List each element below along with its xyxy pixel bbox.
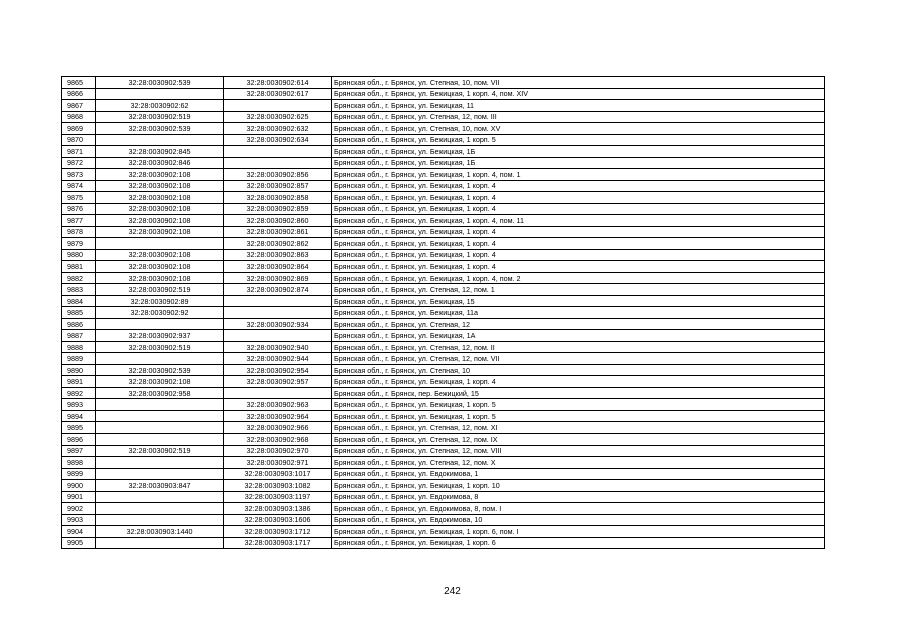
table-row (62, 111, 825, 123)
table-row (62, 364, 825, 376)
parent-cadastral-number-cell: 32:28:0030902:846 (96, 157, 224, 169)
cadastral-number-cell (224, 295, 332, 307)
cadastral-number-cell: 32:28:0030902:968 (224, 433, 332, 445)
cadastral-number-cell: 32:28:0030903:1717 (224, 537, 332, 549)
table-row (62, 192, 825, 204)
cadastral-number-cell: 32:28:0030902:856 (224, 169, 332, 181)
cadastral-number-cell (224, 387, 332, 399)
cadastral-number-cell: 32:28:0030902:940 (224, 341, 332, 353)
table-row (62, 203, 825, 215)
cadastral-number-cell: 32:28:0030902:614 (224, 77, 332, 89)
page-number: 242 (444, 586, 461, 597)
table-row (62, 169, 825, 181)
address-cell: Брянская обл., г. Брянск, пер. Бежицкий, 15 (332, 387, 825, 399)
address-cell: Брянская обл., г. Брянск, ул. Бежицкая, 1 корп. 5 (332, 410, 825, 422)
address-cell: Брянская обл., г. Брянск, ул. Бежицкая, 1 корп. 4 (332, 376, 825, 388)
cadastral-number-cell: 32:28:0030902:860 (224, 215, 332, 227)
row-number-cell: 9902 (62, 503, 96, 515)
row-number-cell: 9883 (62, 284, 96, 296)
table-row (62, 77, 825, 89)
cadastral-number-cell: 32:28:0030903:1017 (224, 468, 332, 480)
parent-cadastral-number-cell: 32:28:0030902:519 (96, 445, 224, 457)
cadastral-number-cell: 32:28:0030902:634 (224, 134, 332, 146)
table-row (62, 341, 825, 353)
address-cell: Брянская обл., г. Брянск, ул. Степная, 12, пом. IX (332, 433, 825, 445)
address-cell: Брянская обл., г. Брянск, ул. Бежицкая, 1 корп. 4 (332, 261, 825, 273)
row-number-cell: 9867 (62, 100, 96, 112)
row-number-cell: 9888 (62, 341, 96, 353)
cadastral-number-cell: 32:28:0030902:861 (224, 226, 332, 238)
table-row (62, 468, 825, 480)
cadastral-number-cell: 32:28:0030902:864 (224, 261, 332, 273)
row-number-cell: 9878 (62, 226, 96, 238)
row-number-cell: 9896 (62, 433, 96, 445)
address-cell: Брянская обл., г. Брянск, ул. Степная, 12, пом. XI (332, 422, 825, 434)
table-row (62, 514, 825, 526)
address-cell: Брянская обл., г. Брянск, ул. Бежицкая, 1 корп. 10 (332, 480, 825, 492)
parent-cadastral-number-cell: 32:28:0030902:519 (96, 284, 224, 296)
address-cell: Брянская обл., г. Брянск, ул. Бежицкая, 1 корп. 4 (332, 180, 825, 192)
address-cell: Брянская обл., г. Брянск, ул. Степная, 10 (332, 364, 825, 376)
parent-cadastral-number-cell (96, 457, 224, 469)
address-cell: Брянская обл., г. Брянск, ул. Степная, 10, пом. XV (332, 123, 825, 135)
address-cell: Брянская обл., г. Брянск, ул. Бежицкая, 11а (332, 307, 825, 319)
cadastral-number-cell: 32:28:0030902:859 (224, 203, 332, 215)
cadastral-number-cell: 32:28:0030902:625 (224, 111, 332, 123)
row-number-cell: 9895 (62, 422, 96, 434)
table-row (62, 457, 825, 469)
cadastral-number-cell: 32:28:0030902:863 (224, 249, 332, 261)
registry-table-body (62, 77, 825, 549)
parent-cadastral-number-cell: 32:28:0030902:108 (96, 226, 224, 238)
table-row (62, 537, 825, 549)
table-row (62, 433, 825, 445)
table-row (62, 123, 825, 135)
row-number-cell: 9894 (62, 410, 96, 422)
address-cell: Брянская обл., г. Брянск, ул. Степная, 12, пом. II (332, 341, 825, 353)
cadastral-number-cell: 32:28:0030903:1082 (224, 480, 332, 492)
cadastral-number-cell: 32:28:0030902:963 (224, 399, 332, 411)
address-cell: Брянская обл., г. Брянск, ул. Бежицкая, 1А (332, 330, 825, 342)
parent-cadastral-number-cell: 32:28:0030902:539 (96, 77, 224, 89)
cadastral-number-cell: 32:28:0030902:862 (224, 238, 332, 250)
parent-cadastral-number-cell: 32:28:0030902:519 (96, 111, 224, 123)
parent-cadastral-number-cell: 32:28:0030902:845 (96, 146, 224, 158)
row-number-cell: 9905 (62, 537, 96, 549)
cadastral-number-cell: 32:28:0030902:970 (224, 445, 332, 457)
row-number-cell: 9903 (62, 514, 96, 526)
row-number-cell: 9893 (62, 399, 96, 411)
row-number-cell: 9866 (62, 88, 96, 100)
parent-cadastral-number-cell: 32:28:0030902:108 (96, 376, 224, 388)
table-row (62, 353, 825, 365)
parent-cadastral-number-cell (96, 238, 224, 250)
row-number-cell: 9901 (62, 491, 96, 503)
row-number-cell: 9897 (62, 445, 96, 457)
table-row (62, 261, 825, 273)
row-number-cell: 9875 (62, 192, 96, 204)
address-cell: Брянская обл., г. Брянск, ул. Степная, 12, пом. III (332, 111, 825, 123)
cadastral-number-cell: 32:28:0030902:617 (224, 88, 332, 100)
address-cell: Брянская обл., г. Брянск, ул. Бежицкая, 1 корп. 4, пом. 2 (332, 272, 825, 284)
parent-cadastral-number-cell (96, 491, 224, 503)
row-number-cell: 9892 (62, 387, 96, 399)
parent-cadastral-number-cell: 32:28:0030902:108 (96, 215, 224, 227)
row-number-cell: 9879 (62, 238, 96, 250)
row-number-cell: 9880 (62, 249, 96, 261)
address-cell: Брянская обл., г. Брянск, ул. Бежицкая, 1 корп. 4, пом. XIV (332, 88, 825, 100)
cadastral-number-cell: 32:28:0030902:857 (224, 180, 332, 192)
address-cell: Брянская обл., г. Брянск, ул. Евдокимова, 10 (332, 514, 825, 526)
parent-cadastral-number-cell: 32:28:0030902:108 (96, 180, 224, 192)
table-row (62, 295, 825, 307)
parent-cadastral-number-cell (96, 537, 224, 549)
table-row (62, 503, 825, 515)
cadastral-number-cell: 32:28:0030902:971 (224, 457, 332, 469)
table-row (62, 318, 825, 330)
parent-cadastral-number-cell: 32:28:0030902:108 (96, 272, 224, 284)
row-number-cell: 9871 (62, 146, 96, 158)
table-row (62, 238, 825, 250)
cadastral-number-cell: 32:28:0030902:869 (224, 272, 332, 284)
table-row (62, 157, 825, 169)
row-number-cell: 9886 (62, 318, 96, 330)
row-number-cell: 9881 (62, 261, 96, 273)
address-cell: Брянская обл., г. Брянск, ул. Евдокимова, 8 (332, 491, 825, 503)
table-row (62, 134, 825, 146)
parent-cadastral-number-cell: 32:28:0030902:958 (96, 387, 224, 399)
table-row (62, 480, 825, 492)
parent-cadastral-number-cell: 32:28:0030902:108 (96, 169, 224, 181)
address-cell: Брянская обл., г. Брянск, ул. Степная, 12, пом. VII (332, 353, 825, 365)
parent-cadastral-number-cell: 32:28:0030902:108 (96, 192, 224, 204)
address-cell: Брянская обл., г. Брянск, ул. Евдокимова, 1 (332, 468, 825, 480)
address-cell: Брянская обл., г. Брянск, ул. Бежицкая, 11 (332, 100, 825, 112)
parent-cadastral-number-cell: 32:28:0030902:62 (96, 100, 224, 112)
cadastral-number-cell (224, 307, 332, 319)
table-row (62, 226, 825, 238)
parent-cadastral-number-cell (96, 503, 224, 515)
address-cell: Брянская обл., г. Брянск, ул. Бежицкая, 1Б (332, 157, 825, 169)
parent-cadastral-number-cell (96, 134, 224, 146)
parent-cadastral-number-cell (96, 468, 224, 480)
table-row (62, 410, 825, 422)
registry-table (61, 76, 825, 549)
table-row (62, 422, 825, 434)
parent-cadastral-number-cell: 32:28:0030902:937 (96, 330, 224, 342)
parent-cadastral-number-cell: 32:28:0030902:108 (96, 249, 224, 261)
row-number-cell: 9876 (62, 203, 96, 215)
table-row (62, 445, 825, 457)
row-number-cell: 9887 (62, 330, 96, 342)
cadastral-number-cell: 32:28:0030902:934 (224, 318, 332, 330)
cadastral-number-cell: 32:28:0030902:944 (224, 353, 332, 365)
row-number-cell: 9889 (62, 353, 96, 365)
cadastral-number-cell (224, 157, 332, 169)
address-cell: Брянская обл., г. Брянск, ул. Степная, 12, пом. 1 (332, 284, 825, 296)
row-number-cell: 9904 (62, 526, 96, 538)
address-cell: Брянская обл., г. Брянск, ул. Степная, 12 (332, 318, 825, 330)
address-cell: Брянская обл., г. Брянск, ул. Бежицкая, 1 корп. 6 (332, 537, 825, 549)
address-cell: Брянская обл., г. Брянск, ул. Бежицкая, 1 корп. 6, пом. I (332, 526, 825, 538)
address-cell: Брянская обл., г. Брянск, ул. Бежицкая, 1 корп. 4 (332, 249, 825, 261)
address-cell: Брянская обл., г. Брянск, ул. Бежицкая, 1 корп. 4, пом. 1 (332, 169, 825, 181)
parent-cadastral-number-cell (96, 399, 224, 411)
row-number-cell: 9891 (62, 376, 96, 388)
table-row (62, 146, 825, 158)
parent-cadastral-number-cell (96, 410, 224, 422)
table-row (62, 180, 825, 192)
cadastral-number-cell: 32:28:0030903:1197 (224, 491, 332, 503)
row-number-cell: 9865 (62, 77, 96, 89)
parent-cadastral-number-cell: 32:28:0030903:847 (96, 480, 224, 492)
address-cell: Брянская обл., г. Брянск, ул. Евдокимова, 8, пом. I (332, 503, 825, 515)
row-number-cell: 9873 (62, 169, 96, 181)
table-row (62, 307, 825, 319)
row-number-cell: 9869 (62, 123, 96, 135)
cadastral-number-cell: 32:28:0030903:1712 (224, 526, 332, 538)
table-row (62, 399, 825, 411)
parent-cadastral-number-cell: 32:28:0030902:539 (96, 364, 224, 376)
row-number-cell: 9872 (62, 157, 96, 169)
address-cell: Брянская обл., г. Брянск, ул. Бежицкая, 1 корп. 4, пом. 11 (332, 215, 825, 227)
table-row (62, 88, 825, 100)
table-row (62, 249, 825, 261)
parent-cadastral-number-cell: 32:28:0030902:92 (96, 307, 224, 319)
cadastral-number-cell: 32:28:0030902:858 (224, 192, 332, 204)
parent-cadastral-number-cell (96, 433, 224, 445)
table-row (62, 100, 825, 112)
row-number-cell: 9898 (62, 457, 96, 469)
row-number-cell: 9870 (62, 134, 96, 146)
address-cell: Брянская обл., г. Брянск, ул. Степная, 10, пом. VII (332, 77, 825, 89)
parent-cadastral-number-cell (96, 318, 224, 330)
address-cell: Брянская обл., г. Брянск, ул. Бежицкая, 1Б (332, 146, 825, 158)
address-cell: Брянская обл., г. Брянск, ул. Бежицкая, 1 корп. 4 (332, 203, 825, 215)
address-cell: Брянская обл., г. Брянск, ул. Бежицкая, 1 корп. 4 (332, 238, 825, 250)
table-row (62, 215, 825, 227)
parent-cadastral-number-cell (96, 88, 224, 100)
table-row (62, 272, 825, 284)
parent-cadastral-number-cell (96, 514, 224, 526)
table-row (62, 376, 825, 388)
table-row (62, 387, 825, 399)
parent-cadastral-number-cell: 32:28:0030902:89 (96, 295, 224, 307)
table-row (62, 284, 825, 296)
cadastral-number-cell: 32:28:0030903:1386 (224, 503, 332, 515)
row-number-cell: 9899 (62, 468, 96, 480)
address-cell: Брянская обл., г. Брянск, ул. Бежицкая, 1 корп. 4 (332, 226, 825, 238)
cadastral-number-cell (224, 100, 332, 112)
table-row (62, 491, 825, 503)
cadastral-number-cell: 32:28:0030902:954 (224, 364, 332, 376)
cadastral-number-cell: 32:28:0030902:964 (224, 410, 332, 422)
row-number-cell: 9900 (62, 480, 96, 492)
address-cell: Брянская обл., г. Брянск, ул. Бежицкая, 1 корп. 5 (332, 134, 825, 146)
address-cell: Брянская обл., г. Брянск, ул. Бежицкая, 1 корп. 5 (332, 399, 825, 411)
parent-cadastral-number-cell: 32:28:0030902:519 (96, 341, 224, 353)
row-number-cell: 9868 (62, 111, 96, 123)
cadastral-number-cell: 32:28:0030902:957 (224, 376, 332, 388)
row-number-cell: 9890 (62, 364, 96, 376)
table-row (62, 330, 825, 342)
row-number-cell: 9884 (62, 295, 96, 307)
address-cell: Брянская обл., г. Брянск, ул. Бежицкая, 15 (332, 295, 825, 307)
cadastral-number-cell: 32:28:0030902:632 (224, 123, 332, 135)
row-number-cell: 9882 (62, 272, 96, 284)
address-cell: Брянская обл., г. Брянск, ул. Бежицкая, 1 корп. 4 (332, 192, 825, 204)
cadastral-number-cell (224, 330, 332, 342)
parent-cadastral-number-cell: 32:28:0030902:108 (96, 203, 224, 215)
cadastral-number-cell: 32:28:0030902:874 (224, 284, 332, 296)
parent-cadastral-number-cell: 32:28:0030902:108 (96, 261, 224, 273)
cadastral-number-cell: 32:28:0030902:966 (224, 422, 332, 434)
cadastral-number-cell (224, 146, 332, 158)
parent-cadastral-number-cell: 32:28:0030903:1440 (96, 526, 224, 538)
row-number-cell: 9885 (62, 307, 96, 319)
row-number-cell: 9874 (62, 180, 96, 192)
parent-cadastral-number-cell (96, 422, 224, 434)
table-row (62, 526, 825, 538)
row-number-cell: 9877 (62, 215, 96, 227)
address-cell: Брянская обл., г. Брянск, ул. Степная, 12, пом. X (332, 457, 825, 469)
address-cell: Брянская обл., г. Брянск, ул. Степная, 12, пом. VIII (332, 445, 825, 457)
parent-cadastral-number-cell (96, 353, 224, 365)
cadastral-number-cell: 32:28:0030903:1606 (224, 514, 332, 526)
parent-cadastral-number-cell: 32:28:0030902:539 (96, 123, 224, 135)
